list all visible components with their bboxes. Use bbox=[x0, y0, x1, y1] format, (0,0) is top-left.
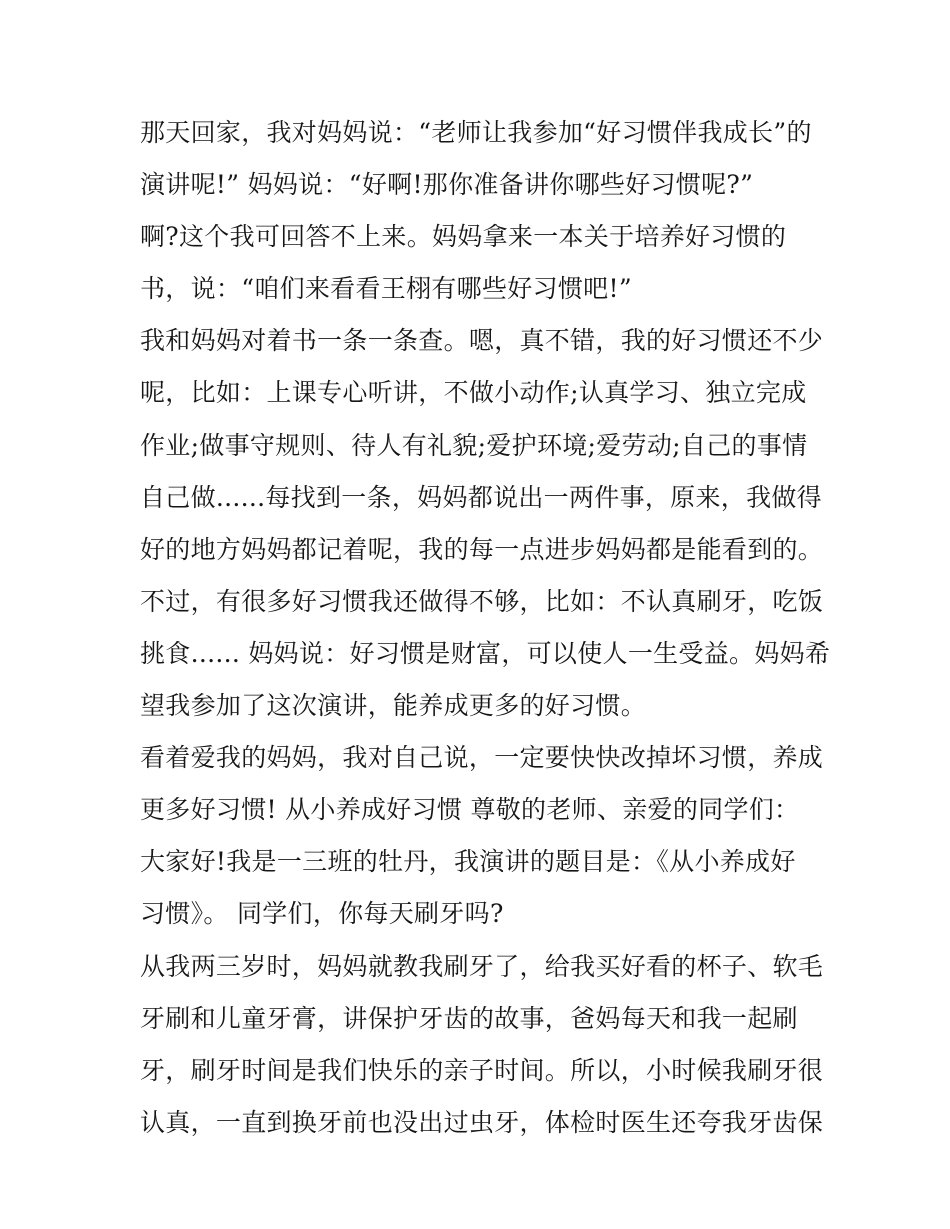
text-line: 啊?这个我可回答不上来。妈妈拿来一本关于培养好习惯的 bbox=[140, 222, 787, 252]
text-line: 从我两三岁时，妈妈就教我刷牙了，给我买好看的杯子、软毛 bbox=[140, 951, 824, 981]
text-line: 牙，刷牙时间是我们快乐的亲子时间。所以，小时候我刷牙很 bbox=[140, 1055, 824, 1085]
text-line: 作业;做事守规则、待人有礼貌;爱护环境;爱劳动;自己的事情 bbox=[140, 430, 808, 460]
text-line: 好的地方妈妈都记着呢，我的每一点进步妈妈都是能看到的。 bbox=[140, 534, 824, 564]
text-line: 那天回家，我对妈妈说：“老师让我参加“好习惯伴我成长”的 bbox=[140, 118, 812, 147]
text-line: 习惯》。 同学们，你每天刷牙吗? bbox=[140, 899, 504, 929]
text-line: 看着爱我的妈妈，我对自己说，一定要快快改掉坏习惯，养成 bbox=[140, 743, 824, 773]
text-line: 牙刷和儿童牙膏，讲保护牙齿的故事，爸妈每天和我一起刷 bbox=[140, 1003, 798, 1033]
text-line: 演讲呢!” 妈妈说：“好啊!那你准备讲你哪些好习惯呢?” bbox=[140, 170, 754, 200]
text-line: 挑食...... 妈妈说：好习惯是财富，可以使人一生受益。妈妈希 bbox=[140, 638, 831, 668]
text-line: 更多好习惯! 从小养成好习惯 尊敬的老师、亲爱的同学们： bbox=[140, 795, 800, 825]
text-line: 自己做......每找到一条，妈妈都说出一两件事，原来，我做得 bbox=[140, 482, 822, 512]
text-line: 望我参加了这次演讲，能养成更多的好习惯。 bbox=[140, 691, 647, 721]
text-line: 我和妈妈对着书一条一条查。嗯，真不错，我的好习惯还不少 bbox=[140, 326, 824, 356]
body-text bbox=[140, 107, 830, 1149]
text-line: 认真，一直到换牙前也没出过虫牙，体检时医生还夸我牙齿保 bbox=[140, 1107, 824, 1137]
text-line: 大家好!我是一三班的牡丹，我演讲的题目是：《从小养成好 bbox=[140, 847, 796, 877]
text-line: 书，说：“咱们来看看王栩有哪些好习惯吧!” bbox=[140, 274, 632, 304]
text-line: 不过，有很多好习惯我还做得不够，比如：不认真刷牙，吃饭 bbox=[140, 586, 824, 616]
text-line: 呢，比如：上课专心听讲，不做小动作;认真学习、独立完成 bbox=[140, 378, 807, 408]
